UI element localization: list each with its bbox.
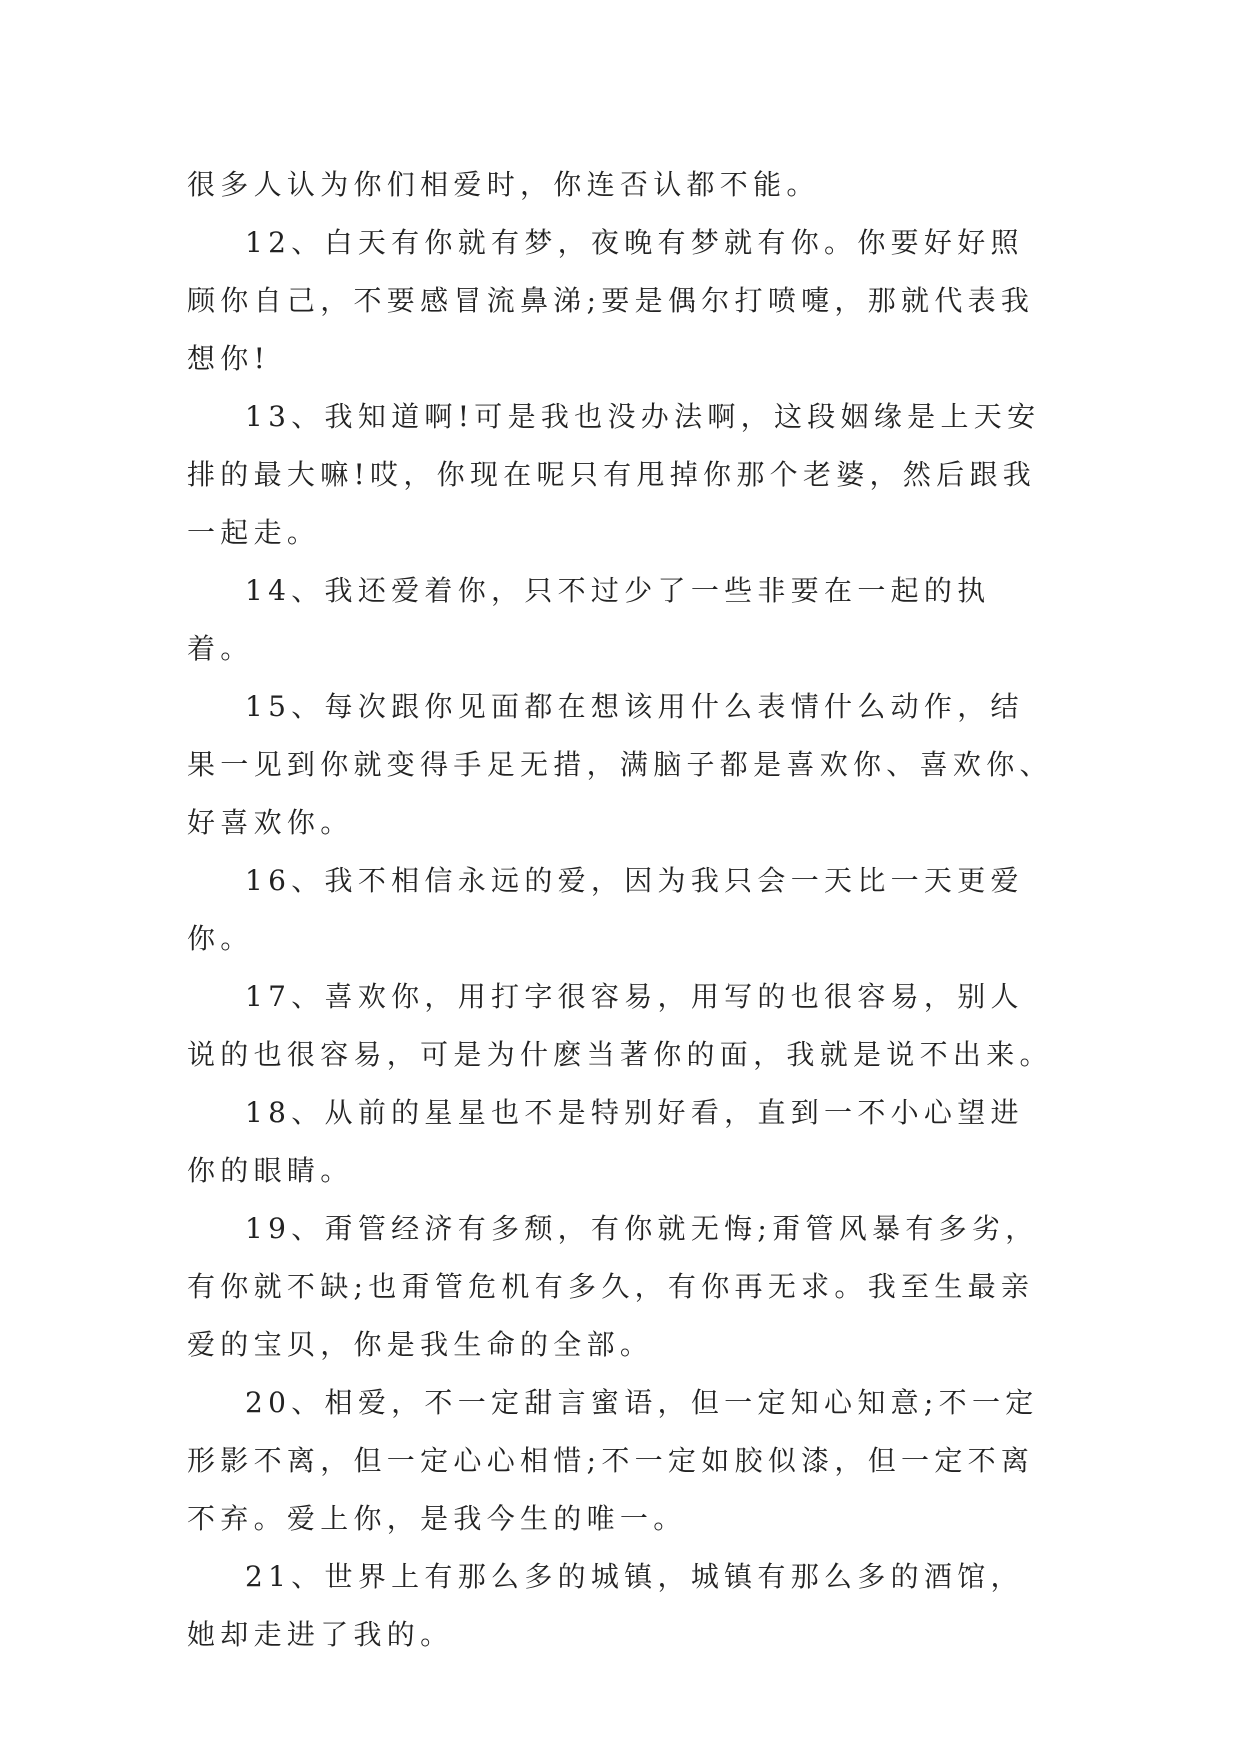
document-body — [187, 156, 1055, 1664]
paragraph-18: 18、从前的星星也不是特别好看，直到一不小心望进你的眼睛。 — [187, 1096, 1024, 1187]
paragraph-21: 21、世界上有那么多的城镇，城镇有那么多的酒馆，她却走进了我的。 — [187, 1560, 1024, 1651]
paragraph-15: 15、每次跟你见面都在想该用什么表情什么动作，结果一见到你就变得手足无措，满脑子都是喜欢你、喜欢你、好喜欢你。 — [187, 690, 1053, 839]
paragraph-13: 13、我知道啊!可是我也没办法啊，这段姻缘是上天安排的最大嘛!哎，你现在呢只有甩掉你那个老婆，然后跟我一起走。 — [187, 400, 1041, 549]
paragraph-17: 17、喜欢你，用打字很容易，用写的也很容易，别人说的也很容易，可是为什麽当著你的面，我就是说不出来。 — [187, 980, 1053, 1071]
paragraph-16: 16、我不相信永远的爱，因为我只会一天比一天更爱你。 — [187, 864, 1024, 955]
paragraph-20: 20、相爱，不一定甜言蜜语，但一定知心知意;不一定形影不离，但一定心心相惜;不一定如胶似漆，但一定不离不弃。爱上你，是我今生的唯一。 — [187, 1386, 1039, 1535]
paragraph-14: 14、我还爱着你，只不过少了一些非要在一起的执着。 — [187, 574, 991, 665]
paragraph-12: 12、白天有你就有梦，夜晚有梦就有你。你要好好照顾你自己，不要感冒流鼻涕;要是偶尔打喷嚏，那就代表我想你! — [187, 226, 1035, 375]
paragraph-19: 19、甭管经济有多颓，有你就无悔;甭管风暴有多劣，有你就不缺;也甭管危机有多久，有你再无求。我至生最亲爱的宝贝，你是我生命的全部。 — [187, 1212, 1039, 1361]
paragraph-continuation: 很多人认为你们相爱时，你连否认都不能。 — [187, 168, 820, 201]
